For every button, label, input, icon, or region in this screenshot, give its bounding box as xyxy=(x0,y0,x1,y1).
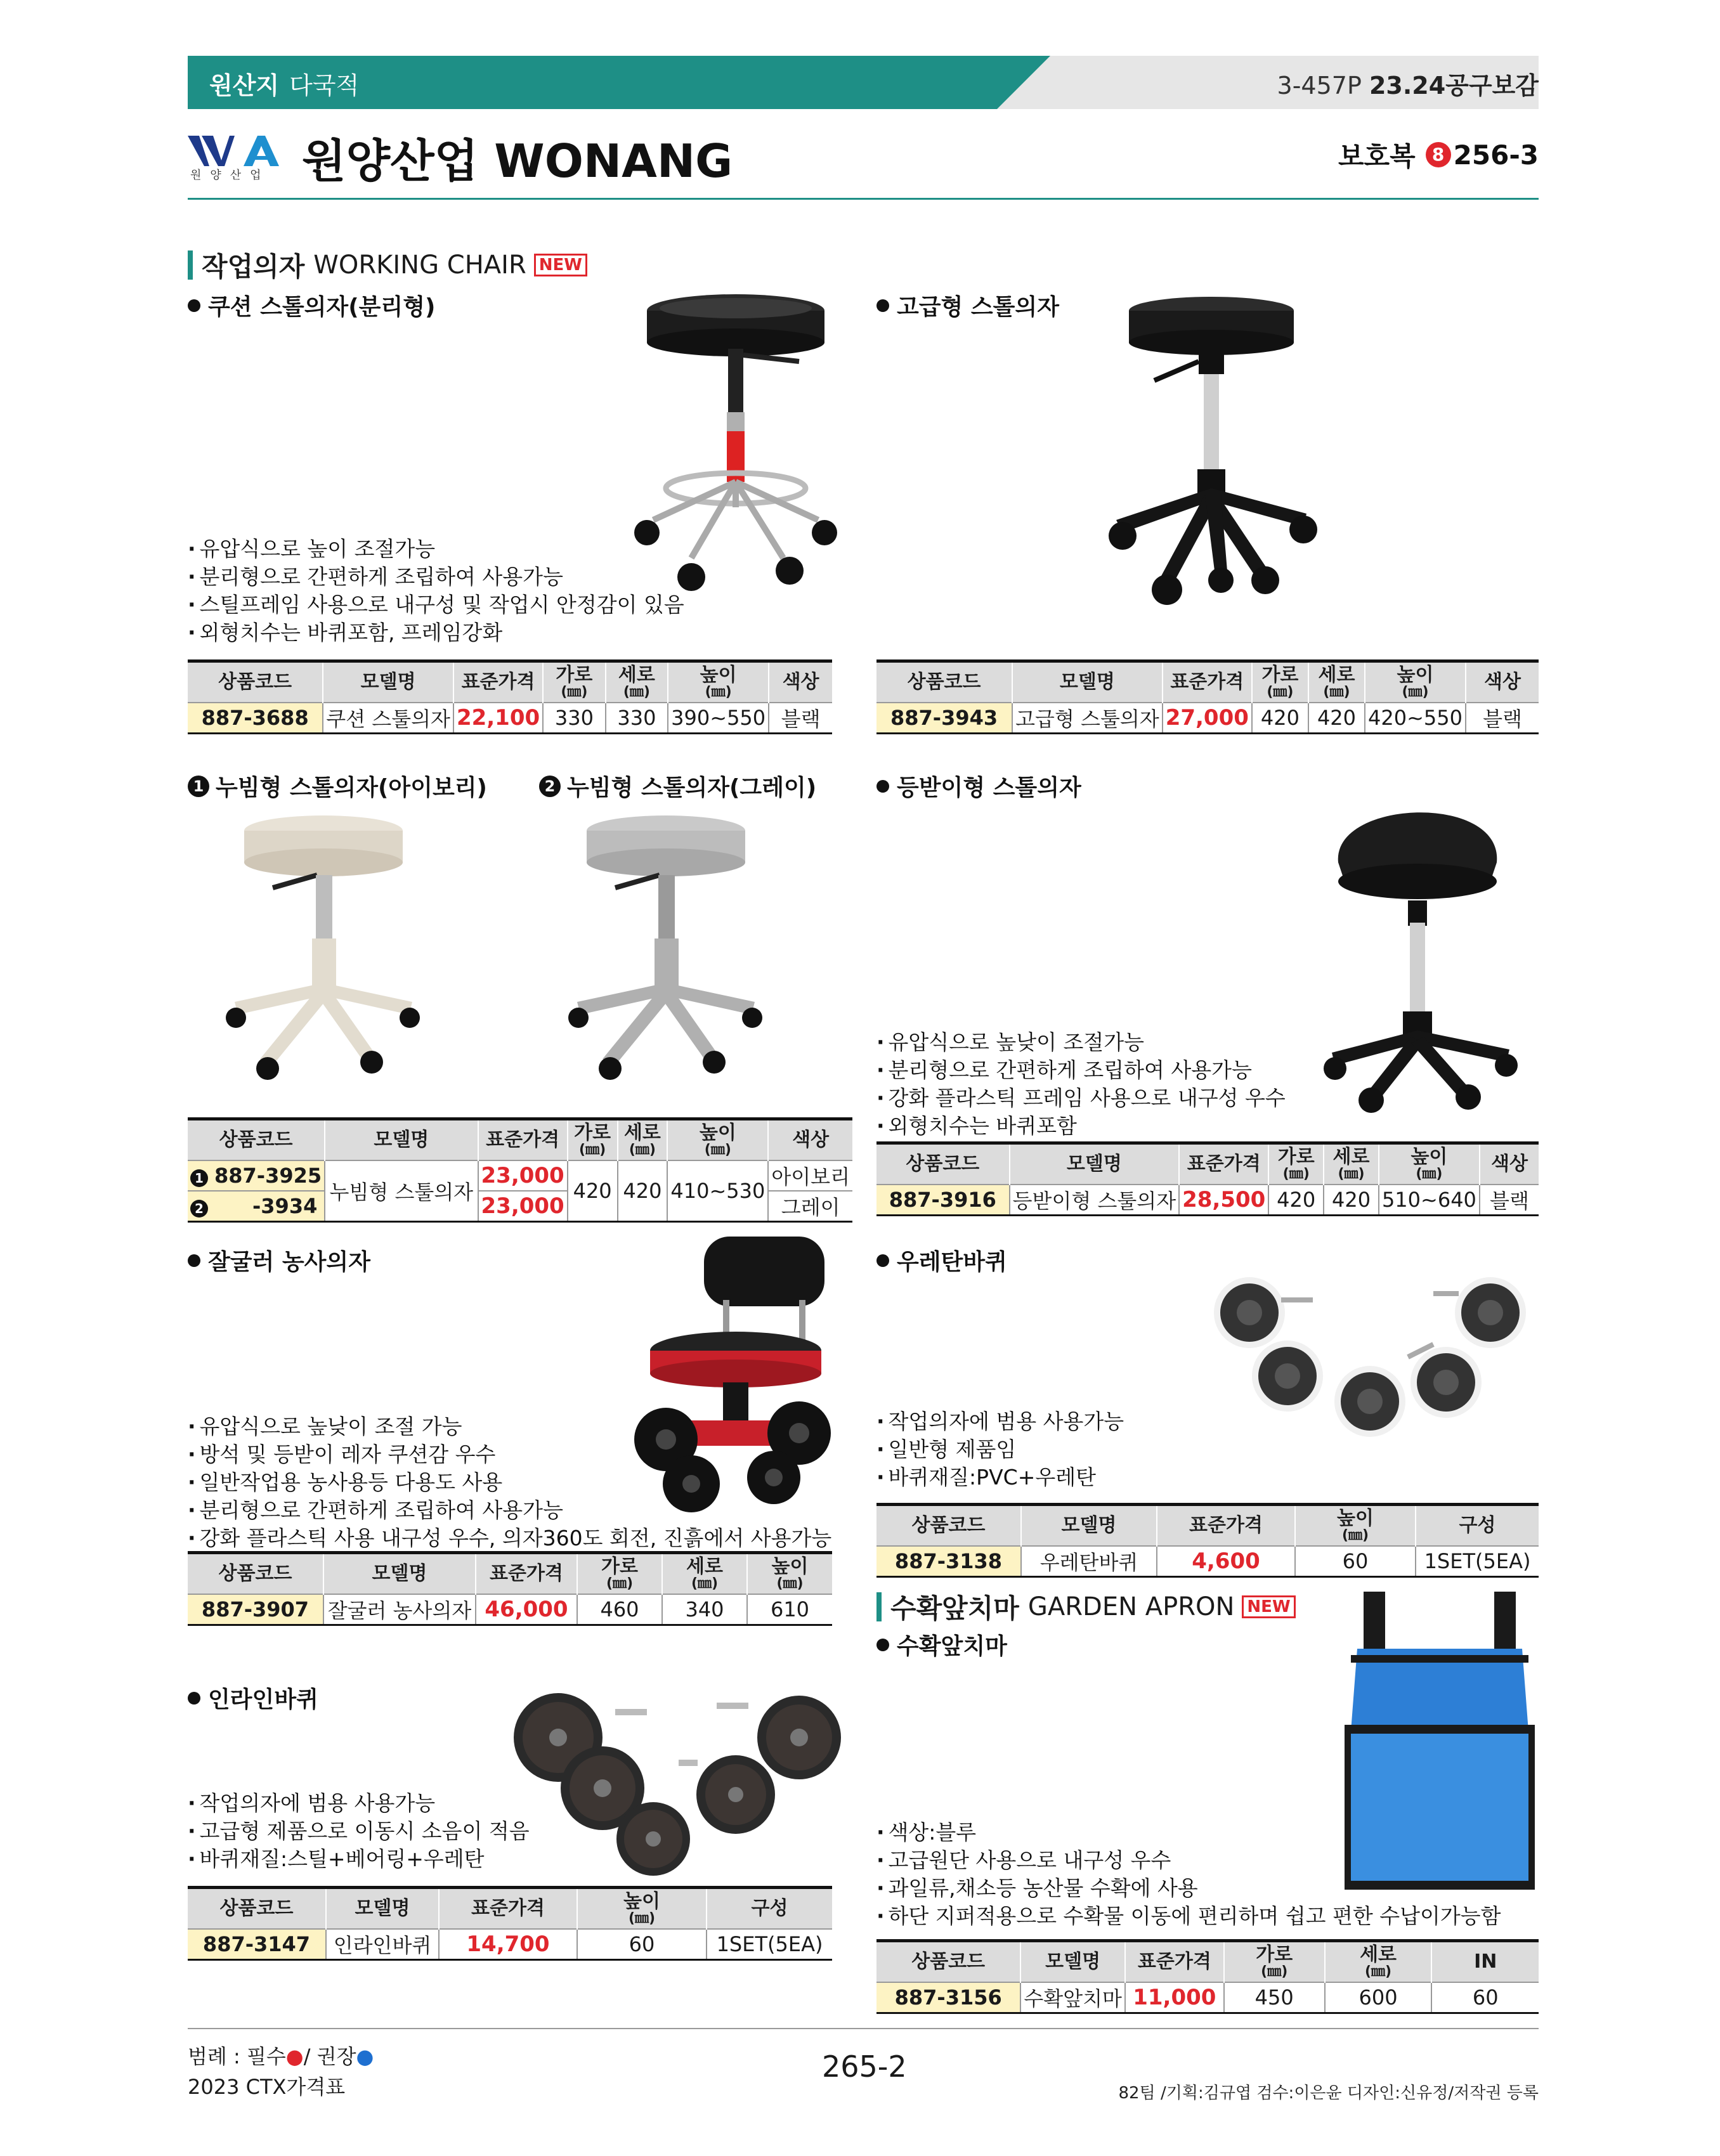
col-header-model: 모델명 xyxy=(323,661,453,703)
feature-item: · 외형치수는 바퀴포함, 프레임강화 xyxy=(188,619,684,647)
quilted-stool-gray-image xyxy=(564,812,755,1078)
section-title-ko: 수확앞치마 xyxy=(890,1593,1019,1624)
col-header-width xyxy=(1224,1941,1325,1983)
price: 46,000 xyxy=(476,1594,577,1625)
col-header-depth xyxy=(662,1553,747,1595)
reference xyxy=(1277,66,1539,101)
product-code: 887-3907 xyxy=(188,1594,323,1625)
number-badge-1: 1 xyxy=(188,776,209,797)
col-header-model: 모델명 xyxy=(1010,1143,1179,1185)
col-header-model: 모델명 xyxy=(1012,661,1163,703)
legend-text: 범례 : 필수 xyxy=(188,2044,286,2068)
section-heading-chair xyxy=(188,246,587,284)
width: 460 xyxy=(577,1594,662,1625)
code-text: -3934 xyxy=(252,1194,318,1218)
unit-mm: (㎜) xyxy=(776,1576,804,1592)
model-name: 수확앞치마 xyxy=(1020,1982,1125,2013)
price: 11,000 xyxy=(1125,1982,1224,2013)
table-row xyxy=(188,1929,832,1960)
header-text: 세로 xyxy=(1332,1146,1370,1168)
number-badge-2: 2 xyxy=(190,1200,208,1218)
legend xyxy=(188,2041,374,2070)
unit-mm: (㎜) xyxy=(1338,1166,1365,1182)
title-text: 잘굴러 농사의자 xyxy=(208,1249,370,1275)
spec-table-cushion xyxy=(188,659,832,734)
unit-mm: (㎜) xyxy=(623,684,650,700)
table-row xyxy=(876,703,1539,734)
height: 410~530 xyxy=(667,1160,768,1222)
col-header-height xyxy=(667,1119,768,1161)
product-code: 887-3147 xyxy=(188,1929,326,1960)
title-text: 누빔형 스톨의자(아이보리) xyxy=(216,775,487,801)
spec-table-farm xyxy=(188,1551,832,1626)
height: 610 xyxy=(747,1594,832,1625)
section-bar xyxy=(876,1592,882,1621)
logo-subtext: 원양산업 xyxy=(190,169,270,182)
header-text: 가로 xyxy=(556,664,593,686)
col-header-price: 표준가격 xyxy=(476,1553,577,1595)
ref-book: 23.24공구보감 xyxy=(1369,72,1539,100)
product-code: 887-3156 xyxy=(876,1982,1020,2013)
product-title-cushion xyxy=(188,289,435,321)
depth: 420 xyxy=(618,1160,668,1222)
feature-item: · 방석 및 등받이 레자 쿠션감 우수 xyxy=(188,1441,831,1469)
col-header-color: 색상 xyxy=(769,661,832,703)
code-text: 887-3925 xyxy=(214,1164,322,1188)
unit-mm: (㎜) xyxy=(1267,684,1294,700)
features-cushion xyxy=(188,535,684,647)
quilted-stool-ivory-image xyxy=(222,812,412,1078)
feature-item: · 과일류,채소등 농산물 수확에 사용 xyxy=(876,1874,1501,1902)
feature-item: · 작업의자에 범용 사용가능 xyxy=(876,1408,1124,1436)
title-text: 우레탄바퀴 xyxy=(897,1249,1007,1275)
col-header-height xyxy=(1365,661,1466,703)
price: 4,600 xyxy=(1157,1546,1295,1577)
footer-divider xyxy=(188,2028,1539,2029)
unit-mm: (㎜) xyxy=(1364,1964,1392,1980)
catalog-name: 2023 CTX가격표 xyxy=(188,2075,346,2099)
header-text: 높이 xyxy=(1411,1146,1448,1168)
col-header-in: IN xyxy=(1431,1941,1539,1983)
origin-value: 다국적 xyxy=(289,72,360,100)
section-title-en: GARDEN APRON xyxy=(1027,1592,1235,1621)
table-row xyxy=(876,1982,1539,2013)
title-text: 수확앞치마 xyxy=(897,1633,1007,1659)
bullet-dot xyxy=(876,299,889,312)
col-header-width xyxy=(1252,661,1308,703)
col-header-code: 상품코드 xyxy=(876,1143,1010,1185)
col-header-price: 표준가격 xyxy=(1163,661,1252,703)
col-header-price: 표준가격 xyxy=(453,661,543,703)
price: 22,100 xyxy=(453,703,543,734)
col-header-price: 표준가격 xyxy=(1179,1143,1268,1185)
inline-wheel-image xyxy=(507,1687,850,1877)
col-header-code: 상품코드 xyxy=(876,1941,1020,1983)
new-badge: NEW xyxy=(534,254,587,276)
col-header-height xyxy=(1379,1143,1480,1185)
urethane-wheel-image xyxy=(1205,1275,1535,1446)
model-name: 인라인바퀴 xyxy=(326,1929,439,1960)
col-header-width xyxy=(543,661,606,703)
features-backrest xyxy=(876,1029,1286,1140)
col-header-model: 모델명 xyxy=(1020,1941,1125,1983)
col-header-width xyxy=(1268,1143,1324,1185)
table-row xyxy=(188,1160,852,1191)
product-title-premium xyxy=(876,289,1059,321)
feature-item: · 하단 지퍼적용으로 수확물 이동에 편리하며 쉽고 편한 수납이가능함 xyxy=(876,1902,1501,1930)
unit-mm: (㎜) xyxy=(561,684,588,700)
col-header-set: 구성 xyxy=(1416,1505,1539,1547)
unit-mm: (㎜) xyxy=(704,1142,731,1158)
col-header-depth xyxy=(1325,1941,1432,1983)
height: 420~550 xyxy=(1365,703,1466,734)
col-header-width xyxy=(577,1553,662,1595)
header-text: 세로 xyxy=(623,1122,661,1144)
premium-stool-image xyxy=(1104,292,1319,609)
color: 그레이 xyxy=(768,1191,852,1222)
table-row xyxy=(876,1546,1539,1577)
color: 아이보리 xyxy=(768,1160,852,1191)
table-row xyxy=(188,703,832,734)
number-badge-2: 2 xyxy=(539,776,561,797)
section-heading-apron xyxy=(876,1588,1296,1626)
product-title-backrest xyxy=(876,770,1081,802)
col-header-color: 색상 xyxy=(1480,1143,1539,1185)
header-text: 가로 xyxy=(601,1555,638,1578)
col-header-set: 구성 xyxy=(707,1888,832,1930)
table-row xyxy=(876,1185,1539,1216)
color: 블랙 xyxy=(1466,703,1539,734)
unit-mm: (㎜) xyxy=(705,684,732,700)
feature-item: · 바퀴재질:스틸+베어링+우레탄 xyxy=(188,1845,530,1873)
unit-mm: (㎜) xyxy=(629,1142,656,1158)
color: 블랙 xyxy=(769,703,832,734)
color: 블랙 xyxy=(1480,1185,1539,1216)
spec-table-premium xyxy=(876,659,1539,734)
table-row xyxy=(188,1594,832,1625)
col-header-color: 색상 xyxy=(1466,661,1539,703)
col-header-code: 상품코드 xyxy=(188,1553,323,1595)
required-dot-icon: ● xyxy=(285,2044,304,2068)
feature-item: · 스틸프레임 사용으로 내구성 및 작업시 안정감이 있음 xyxy=(188,591,684,619)
model-name: 우레탄바퀴 xyxy=(1021,1546,1157,1577)
features-urethane xyxy=(876,1408,1124,1491)
col-header-code: 상품코드 xyxy=(876,661,1012,703)
product-code: 887-3138 xyxy=(876,1546,1021,1577)
width: 420 xyxy=(1268,1185,1324,1216)
origin-label-text: 원산지 xyxy=(209,72,280,100)
feature-item: · 고급원단 사용으로 내구성 우수 xyxy=(876,1847,1501,1874)
price: 28,500 xyxy=(1179,1185,1268,1216)
product-code: 887-3916 xyxy=(876,1185,1010,1216)
unit-mm: (㎜) xyxy=(1323,684,1350,700)
features-apron xyxy=(876,1819,1501,1930)
header-text: 가로 xyxy=(1277,1146,1315,1168)
feature-item: · 분리형으로 간편하게 조립하여 사용가능 xyxy=(188,563,684,591)
header-text: 높이 xyxy=(623,1890,660,1912)
title-text: 인라인바퀴 xyxy=(208,1687,318,1713)
set: 1SET(5EA) xyxy=(1416,1546,1539,1577)
feature-item: · 고급형 제품으로 이동시 소음이 적음 xyxy=(188,1817,530,1845)
spec-table-quilted xyxy=(188,1117,852,1223)
spec-table-urethane xyxy=(876,1503,1539,1578)
col-header-height xyxy=(1295,1505,1416,1547)
header-text: 세로 xyxy=(618,664,655,686)
unit-mm: (㎜) xyxy=(691,1576,719,1592)
bullet-dot xyxy=(876,780,889,793)
credits: 82팀 /기획:김규엽 검수:이은윤 디자인:신유정/저작권 등록 xyxy=(1118,2084,1539,2103)
col-header-price: 표준가격 xyxy=(1125,1941,1224,1983)
feature-item: · 유압식으로 높낮이 조절가능 xyxy=(876,1029,1286,1056)
set: 1SET(5EA) xyxy=(707,1929,832,1960)
header-text: 높이 xyxy=(1397,664,1434,686)
bullet-dot xyxy=(876,1254,889,1267)
feature-item: · 분리형으로 간편하게 조립하여 사용가능 xyxy=(876,1056,1286,1084)
header-text: 세로 xyxy=(1360,1944,1397,1966)
product-title-quilted-ivory xyxy=(188,770,487,802)
header-text: 높이 xyxy=(771,1555,809,1578)
col-header-model: 모델명 xyxy=(325,1119,478,1161)
feature-item: · 일반작업용 농사용등 다용도 사용 xyxy=(188,1469,831,1497)
header-text: 가로 xyxy=(574,1122,611,1144)
col-header-width xyxy=(568,1119,618,1161)
unit-mm: (㎜) xyxy=(1282,1166,1310,1182)
product-title-inline xyxy=(188,1682,318,1714)
product-title-quilted-gray xyxy=(539,770,816,802)
col-header-code: 상품코드 xyxy=(876,1505,1021,1547)
col-header-depth xyxy=(1308,661,1365,703)
bullet-dot xyxy=(188,1692,200,1705)
unit-mm: (㎜) xyxy=(606,1576,634,1592)
model-name: 고급형 스툴의자 xyxy=(1012,703,1163,734)
unit-mm: (㎜) xyxy=(1261,1964,1288,1980)
features-farm xyxy=(188,1413,831,1552)
in-quantity: 60 xyxy=(1431,1982,1539,2013)
unit-mm: (㎜) xyxy=(1402,684,1429,700)
col-header-depth xyxy=(618,1119,668,1161)
width: 450 xyxy=(1224,1982,1325,2013)
spec-table-backrest xyxy=(876,1141,1539,1216)
model-name: 잘굴러 농사의자 xyxy=(323,1594,476,1625)
title-text: 고급형 스톨의자 xyxy=(897,294,1059,320)
origin-label xyxy=(209,66,359,101)
col-header-model: 모델명 xyxy=(1021,1505,1157,1547)
bullet-dot xyxy=(188,1254,200,1267)
col-header-height xyxy=(577,1888,707,1930)
category-name: 보호복 xyxy=(1338,141,1416,172)
unit-mm: (㎜) xyxy=(579,1142,606,1158)
product-code xyxy=(188,1160,325,1191)
feature-item: · 유압식으로 높이 조절가능 xyxy=(188,535,684,563)
brand-title: 원양산업 WONANG xyxy=(302,134,733,188)
depth: 600 xyxy=(1325,1982,1432,2013)
depth: 330 xyxy=(606,703,668,734)
col-header-price: 표준가격 xyxy=(478,1119,568,1161)
header-text: 세로 xyxy=(1318,664,1355,686)
feature-item: · 강화 플라스틱 프레임 사용으로 내구성 우수 xyxy=(876,1084,1286,1112)
col-header-price: 표준가격 xyxy=(439,1888,577,1930)
page-number: 265-2 xyxy=(822,2049,907,2084)
category-number-badge: 8 xyxy=(1426,142,1451,167)
unit-mm: (㎜) xyxy=(628,1911,656,1926)
section-title-en: WORKING CHAIR xyxy=(313,250,526,280)
height: 510~640 xyxy=(1379,1185,1480,1216)
height: 60 xyxy=(577,1929,707,1960)
col-header-code: 상품코드 xyxy=(188,1119,325,1161)
features-inline xyxy=(188,1789,530,1873)
price: 23,000 xyxy=(478,1191,568,1222)
col-header-color: 색상 xyxy=(768,1119,852,1161)
feature-item: · 외형치수는 바퀴포함 xyxy=(876,1112,1286,1140)
height: 60 xyxy=(1295,1546,1416,1577)
height: 390~550 xyxy=(668,703,769,734)
section-title-ko: 작업의자 xyxy=(202,251,305,282)
col-header-depth xyxy=(606,661,668,703)
category-code: 256-3 xyxy=(1453,139,1539,171)
product-code xyxy=(188,1191,325,1222)
col-header-height xyxy=(668,661,769,703)
product-title-farm xyxy=(188,1244,370,1276)
number-badge-1: 1 xyxy=(190,1169,208,1187)
price: 23,000 xyxy=(478,1160,568,1191)
width: 420 xyxy=(568,1160,618,1222)
model-name: 등받이형 스툴의자 xyxy=(1010,1185,1179,1216)
feature-item: · 분리형으로 간편하게 조립하여 사용가능 xyxy=(188,1497,831,1524)
header-text: 가로 xyxy=(1261,664,1299,686)
price: 27,000 xyxy=(1163,703,1252,734)
section-bar xyxy=(188,250,193,280)
title-text: 쿠션 스톨의자(분리형) xyxy=(208,294,436,320)
header-text: 높이 xyxy=(699,1122,736,1144)
feature-item: · 작업의자에 범용 사용가능 xyxy=(188,1789,530,1817)
backrest-stool-image xyxy=(1326,786,1516,1110)
width: 330 xyxy=(543,703,606,734)
category-label xyxy=(1338,136,1539,174)
header-text: 가로 xyxy=(1256,1944,1293,1966)
col-header-depth xyxy=(1324,1143,1379,1185)
ref-page: 3-457P xyxy=(1277,72,1362,100)
header-text: 높이 xyxy=(1337,1507,1374,1529)
new-badge: NEW xyxy=(1242,1595,1295,1618)
title-text: 등받이형 스톨의자 xyxy=(897,775,1081,801)
depth: 420 xyxy=(1308,703,1365,734)
width: 420 xyxy=(1252,703,1308,734)
spec-table-apron xyxy=(876,1939,1539,2014)
unit-mm: (㎜) xyxy=(1416,1166,1443,1182)
model-name: 쿠션 스툴의자 xyxy=(323,703,453,734)
header-text: 세로 xyxy=(686,1555,723,1578)
unit-mm: (㎜) xyxy=(1341,1528,1369,1543)
spec-table-inline xyxy=(188,1886,832,1961)
feature-item: · 바퀴재질:PVC+우레탄 xyxy=(876,1464,1124,1491)
title-text: 누빔형 스톨의자(그레이) xyxy=(567,775,817,801)
header-divider xyxy=(188,198,1539,200)
recommended-dot-icon: ● xyxy=(356,2044,374,2068)
feature-item: · 유압식으로 높낮이 조절 가능 xyxy=(188,1413,831,1441)
product-title-urethane xyxy=(876,1244,1007,1276)
header-text: 높이 xyxy=(700,664,737,686)
feature-item: · 일반형 제품임 xyxy=(876,1436,1124,1464)
col-header-model: 모델명 xyxy=(326,1888,439,1930)
price: 14,700 xyxy=(439,1929,577,1960)
depth: 420 xyxy=(1324,1185,1379,1216)
col-header-price: 표준가격 xyxy=(1157,1505,1295,1547)
feature-item: · 색상:블루 xyxy=(876,1819,1501,1847)
col-header-code: 상품코드 xyxy=(188,661,323,703)
legend-sep: / 권장 xyxy=(303,2044,356,2068)
depth: 340 xyxy=(662,1594,747,1625)
product-code: 887-3943 xyxy=(876,703,1012,734)
model-name: 누빔형 스툴의자 xyxy=(325,1160,478,1222)
col-header-height xyxy=(747,1553,832,1595)
bullet-dot xyxy=(876,1639,889,1651)
col-header-code: 상품코드 xyxy=(188,1888,326,1930)
product-code: 887-3688 xyxy=(188,703,323,734)
col-header-model: 모델명 xyxy=(323,1553,476,1595)
feature-item: · 강화 플라스틱 사용 내구성 우수, 의자360도 회전, 진흙에서 사용가능 xyxy=(188,1524,831,1552)
bullet-dot xyxy=(188,299,200,312)
product-title-apron xyxy=(876,1628,1007,1661)
